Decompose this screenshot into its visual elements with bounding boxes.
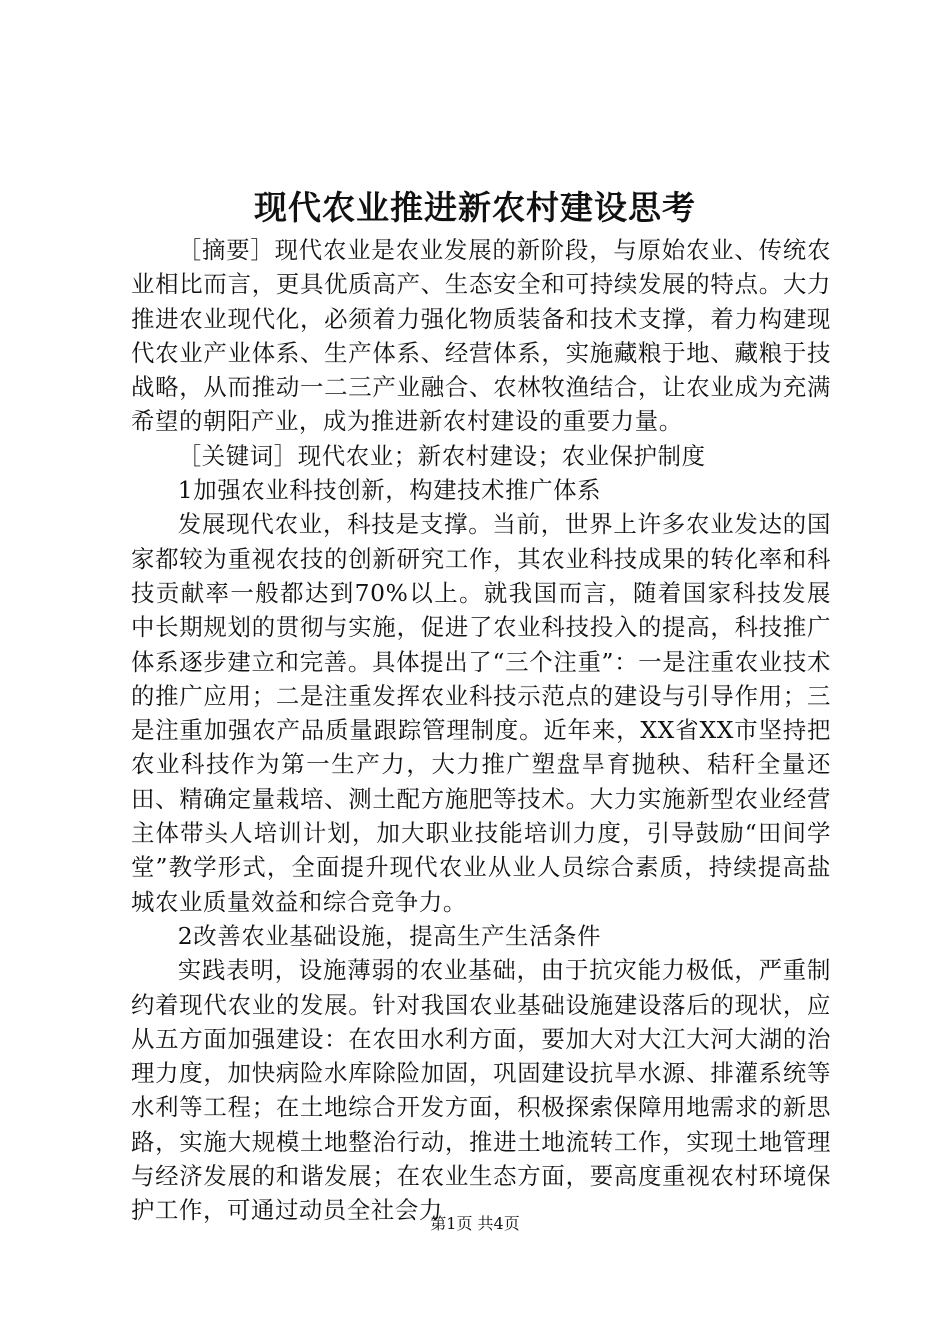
abstract-paragraph: ［摘要］现代农业是农业发展的新阶段，与原始农业、传统农业相比而言，更具优质高产、生态安全和可持续发展的特点。大力推进农业现代化，必须着力强化物质装备和技术支撑，着力构建现代农业产业体系、生产体系、经营体系，实施藏粮于地、藏粮于技战略，从而推动一二三产业融合、农林牧渔结合，让农业成为充满希望的朝阳产业，成为推进新农村建设的重要力量。: [131, 236, 831, 436]
page-footer: 第1页 共4页: [430, 1214, 520, 1233]
document-body: [131, 233, 831, 1228]
body-paragraph: 发展现代农业，科技是支撑。当前，世界上许多农业发达的国家都较为重视农技的创新研究工作，其农业科技成果的转化率和科技贡献率一般都达到70%以上。就我国而言，随着国家科技发展中长期规划的贯彻与实施，促进了农业科技投入的提高，科技推广体系逐步建立和完善。具体提出了“三个注重”：一是注重农业技术的推广应用；二是注重发挥农业科技示范点的建设与引导作用；三是注重加强农产品质量跟踪管理制度。近年来，XX省XX市坚持把农业科技作为第一生产力，大力推广塑盘旱育抛秧、秸秆全量还田、精确定量栽培、测土配方施肥等技术。大力实施新型农业经营主体带头人培训计划，加大职业技能培训力度，引导鼓励“田间学堂”教学形式，全面提升现代农业从业人员综合素质，持续提高盐城农业质量效益和综合竞争力。: [131, 510, 831, 916]
keywords-paragraph: ［关键词］现代农业；新农村建设；农业保护制度: [177, 441, 706, 470]
document-title: 现代农业推进新农村建设思考: [254, 188, 696, 227]
section-heading-1: 1加强农业科技创新，构建技术推广体系: [177, 476, 602, 505]
body-paragraph: 实践表明，设施薄弱的农业基础，由于抗灾能力极低，严重制约着现代农业的发展。针对我国农业基础设施建设落后的现状，应从五方面加强建设：在农田水利方面，要加大对大江大河大湖的治理力度，加快病险水库除险加固，巩固建设抗旱水源、排灌系统等水利等工程；在土地综合开发方面，积极探索保障用地需求的新思路，实施大规模土地整治行动，推进土地流转工作，实现土地管理与经济发展的和谐发展；在农业生态方面，要高度重视农村环境保护工作，可通过动员全社会力: [131, 956, 831, 1225]
section-heading-2: 2改善农业基础设施，提高生产生活条件: [177, 921, 602, 950]
